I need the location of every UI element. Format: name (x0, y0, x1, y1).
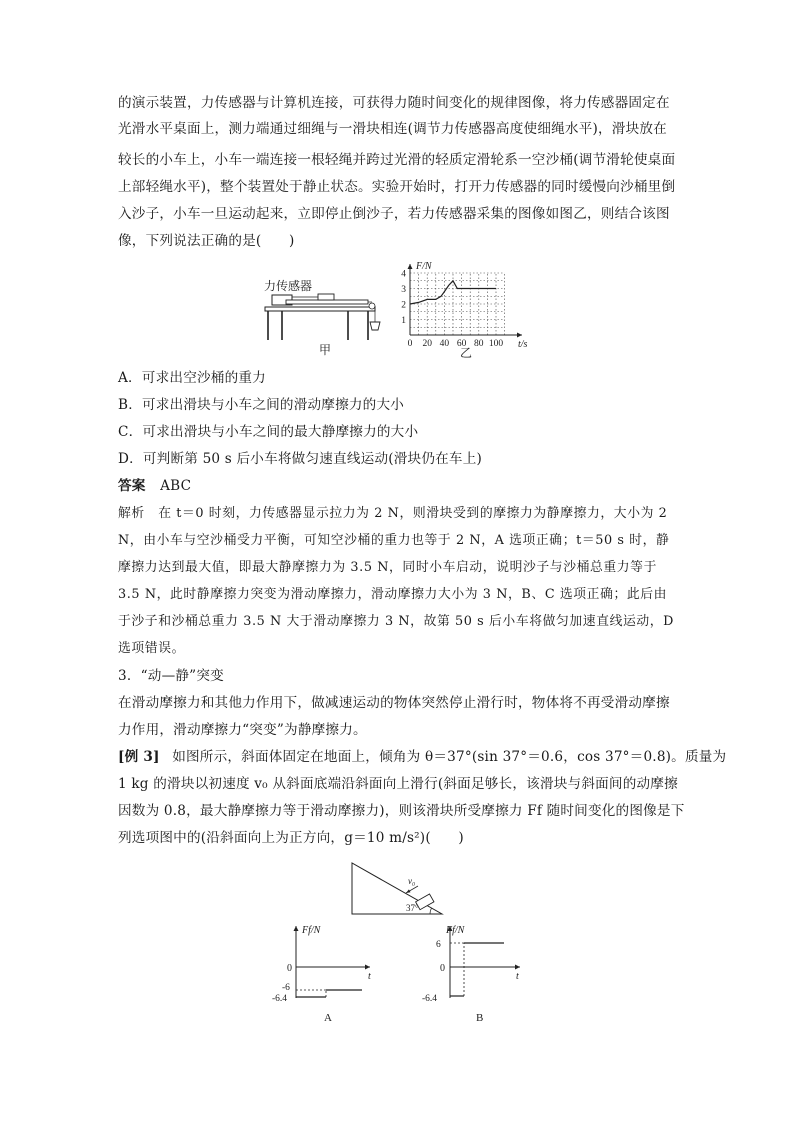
answer-label: 答案 (118, 478, 146, 494)
figure-caption-yi: 乙 (460, 346, 473, 360)
x-tick-label: 40 (439, 339, 450, 349)
example-label: [例 3] (118, 749, 160, 765)
graph-a-ylabel: Ff/N (302, 925, 321, 936)
example-text-line (118, 748, 727, 766)
section-text-line: 在滑动摩擦力和其他力作用下，做减速运动的物体突然停止滑行时，物体将不再受滑动摩擦 (118, 695, 670, 711)
sand-bucket (370, 322, 380, 330)
analysis-line: 摩擦力达到最大值，即最大静摩擦力为 3.5 N，同时小车启动，说明沙子与沙桶总重力等于 (118, 560, 657, 575)
x-tick-label: 20 (422, 339, 432, 349)
x-tick-label: 60 (456, 339, 467, 349)
example-text-line: 列选项图中的(沿斜面向上为正方向，g＝10 m/s²)( ) (118, 830, 464, 846)
pulley (369, 303, 375, 309)
option-b: B．可求出滑块与小车之间的滑动摩擦力的大小 (118, 397, 405, 413)
x-tick-label: 80 (474, 339, 484, 349)
option-c: C．可求出滑块与小车之间的最大静摩擦力的大小 (118, 424, 419, 440)
graph-a-xlabel: t (368, 971, 371, 982)
section-text-line: 力作用，滑动摩擦力“突变”为静摩擦力。 (118, 722, 367, 738)
y-tick-label: 3 (401, 285, 406, 295)
graph-b-ylabel: Ff/N (446, 925, 465, 936)
angle-label: 37° (406, 903, 419, 913)
cart (286, 300, 368, 304)
analysis-line: 解析 在 t＝0 时刻，力传感器显示拉力为 2 N，则滑块受到的摩擦力为静摩擦力，大小为 2 (118, 506, 668, 521)
option-graph-b (412, 922, 532, 1026)
problem-text-line: 像，下列说法正确的是( ) (118, 233, 295, 249)
example-text-line: 1 kg 的滑块以初速度 v₀ 从斜面底端沿斜面向上滑行(斜面足够长，该滑块与斜面间的动摩擦 (118, 776, 678, 792)
problem-text-line: 入沙子，小车一旦运动起来，立即停止倒沙子，若力传感器采集的图像如图乙，则结合该图 (118, 206, 670, 222)
x-tick-label: 100 (488, 339, 504, 349)
graph-b-tick-lower: -6.4 (422, 994, 438, 1004)
analysis-line: 3.5 N，此时静摩擦力突变为滑动摩擦力，滑动摩擦力大小为 3 N，B、C 选项正确；此后由 (118, 587, 668, 602)
force-time-chart (398, 256, 538, 362)
graph-b-caption: B (476, 1012, 484, 1024)
analysis-line: 选项错误。 (118, 641, 185, 656)
graph-a-tick-upper: -6 (282, 983, 290, 993)
chart-ylabel: F/N (416, 261, 432, 272)
force-sensor-label: 力传感器 (264, 279, 313, 293)
graph-a-caption: A (324, 1012, 332, 1024)
problem-text-line: 较长的小车上，小车一端连接一根轻绳并跨过光滑的轻质定滑轮系一空沙桶(调节滑轮使桌面 (118, 152, 676, 168)
graph-a-tick-lower: -6.4 (272, 994, 288, 1004)
analysis-line: 于沙子和沙桶总重力 3.5 N 大于滑动摩擦力 3 N，故第 50 s 后小车将做匀加速直线运动，D (118, 614, 675, 629)
example-text: 如图所示，斜面体固定在地面上，倾角为 θ＝37°(sin 37°＝0.6，cos 37°＝0.8)。质量为 (172, 749, 727, 765)
incline-figure (348, 860, 448, 918)
problem-text-line: 的演示装置，力传感器与计算机连接，可获得力随时间变化的规律图像，将力传感器固定在 (118, 95, 670, 111)
graph-b-origin: 0 (440, 963, 445, 974)
problem-text-line: 上部轻绳水平)，整个装置处于静止状态。实验开始时，打开力传感器的同时缓慢向沙桶里倒 (118, 179, 676, 195)
option-d: D．可判断第 50 s 后小车将做匀速直线运动(滑块仍在车上) (118, 451, 483, 467)
figure-caption-jia: 甲 (319, 343, 332, 357)
velocity-label: v₀ (408, 876, 416, 886)
example-text-line: 因数为 0.8，最大静摩擦力等于滑动摩擦力)，则该滑块所受摩擦力 Ff 随时间变化的图像是下 (118, 803, 685, 819)
answer-value: ABC (160, 478, 192, 494)
slider-block (318, 294, 334, 300)
x-tick-label: 0 (407, 339, 413, 349)
x-axis-arrow (517, 333, 522, 338)
problem-text-line: 光滑水平桌面上，测力端通过细绳与一滑块相连(调节力传感器高度使细绳水平)，滑块放在 (118, 121, 667, 137)
option-graph-a (262, 922, 382, 1026)
analysis-line: N，由小车与空沙桶受力平衡，可知空沙桶的重力也等于 2 N，A 选项正确；t＝50 s 时，静 (118, 533, 670, 548)
chart-xlabel: t/s (518, 339, 528, 350)
section-heading: 3．“动—静”突变 (118, 668, 224, 684)
answer-line (118, 477, 680, 495)
apparatus-figure (262, 274, 390, 358)
graph-b-xlabel: t (516, 971, 519, 982)
y-tick-label: 2 (401, 300, 406, 311)
y-tick-label: 1 (401, 316, 406, 326)
y-tick-label: 4 (401, 269, 406, 280)
option-a: A．可求出空沙桶的重力 (118, 370, 266, 386)
graph-b-tick-upper: 6 (436, 940, 441, 950)
incline-plane (352, 863, 442, 914)
graph-a-origin: 0 (287, 963, 292, 974)
y-axis-arrow (408, 264, 413, 269)
